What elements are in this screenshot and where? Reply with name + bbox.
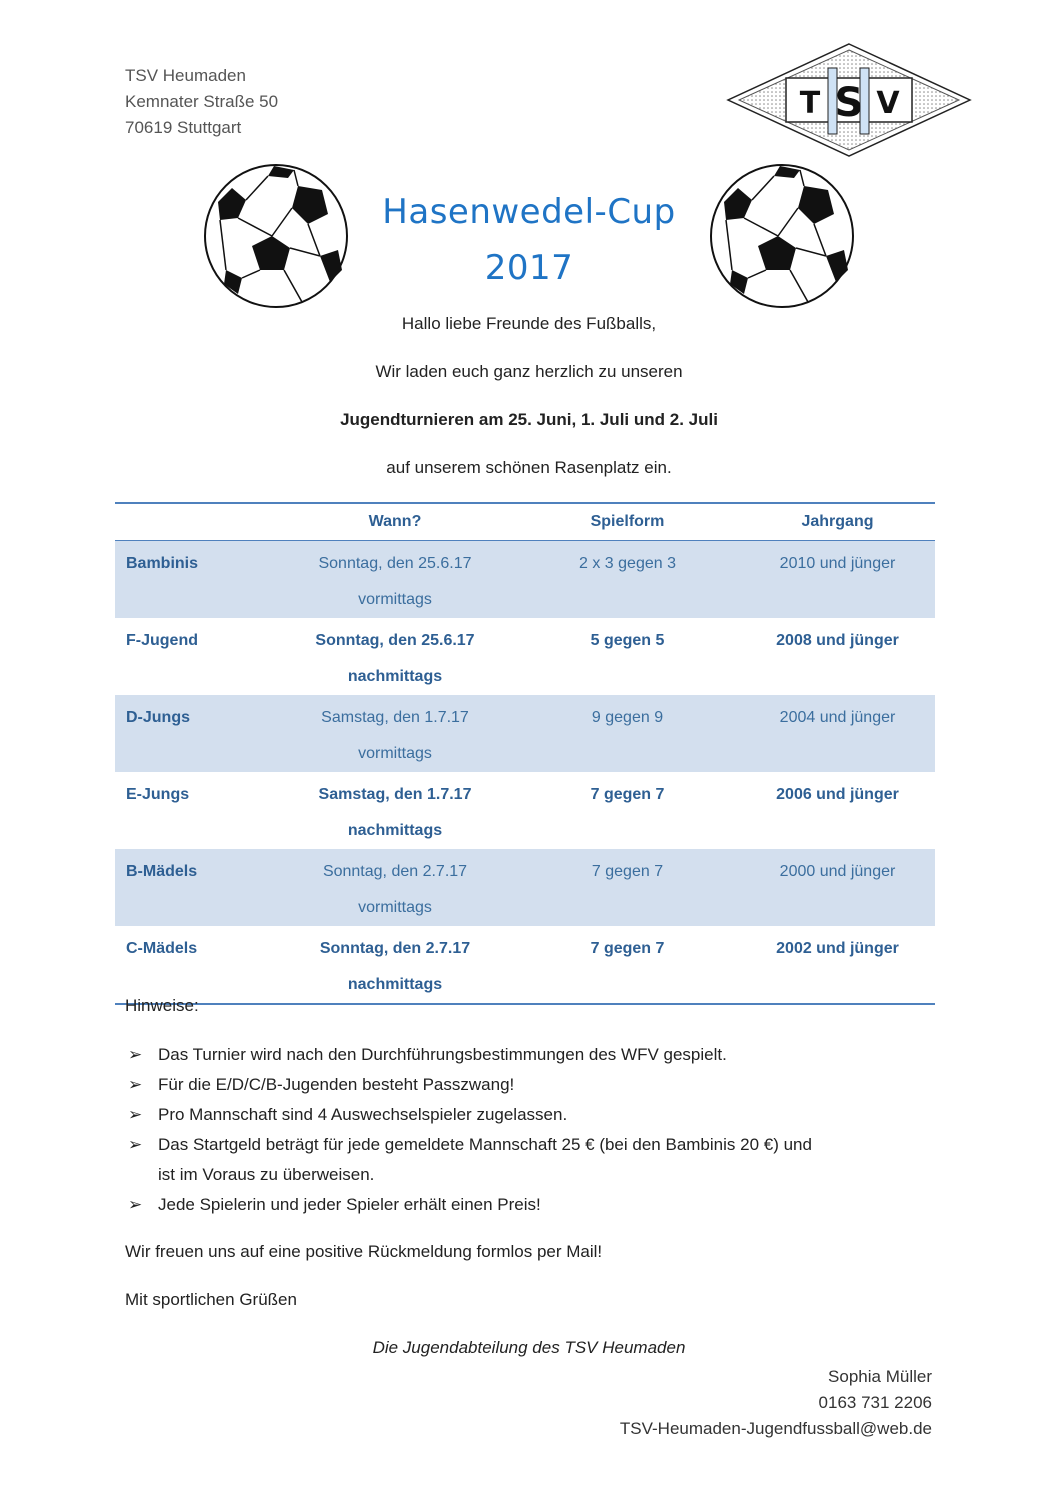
table-row (115, 926, 935, 1004)
list-item: ➢ Das Startgeld beträgt für jede gemeldete Mannschaft 25 € (bei den Bambinis 20 €) und (128, 1130, 928, 1160)
format-cell: 9 gegen 9 (515, 695, 740, 772)
team-cell: B-Mädels (115, 849, 275, 926)
table-header-row (115, 503, 935, 541)
list-item: ➢ Pro Mannschaft sind 4 Auswechselspieler zugelassen. (128, 1100, 928, 1130)
schedule-table (115, 502, 935, 1005)
svg-text:V: V (876, 86, 900, 121)
address-line-2: Kemnater Straße 50 (125, 92, 279, 111)
time-text: nachmittags (347, 668, 443, 685)
table-row (115, 772, 935, 849)
notes-list (128, 1040, 928, 1220)
when-cell (275, 772, 515, 849)
format-cell: 7 gegen 7 (590, 786, 665, 803)
header-format: Spielform (515, 503, 740, 541)
when-cell (275, 849, 515, 926)
team-cell: C-Mädels (115, 926, 275, 1004)
format-cell: 7 gegen 7 (515, 926, 740, 1004)
regards-line: Mit sportlichen Grüßen (125, 1290, 297, 1309)
year-cell: 2008 und jünger (776, 632, 899, 649)
when-cell (275, 926, 515, 1004)
arrow-bullet-icon: ➢ (128, 1135, 143, 1154)
arrow-bullet-icon: ➢ (128, 1045, 143, 1064)
time-text: vormittags (358, 591, 432, 608)
when-cell (275, 541, 515, 619)
svg-text:S: S (834, 80, 864, 126)
date-text: Sonntag, den 2.7.17 (322, 863, 468, 880)
table-row (115, 541, 935, 619)
time-text: vormittags (358, 899, 432, 916)
time-text: vormittags (358, 745, 432, 762)
year-cell: 2006 und jünger (776, 786, 899, 803)
format-cell: 7 gegen 7 (515, 849, 740, 926)
date-text: Sonntag, den 25.6.17 (315, 632, 475, 649)
table-row (115, 849, 935, 926)
address-line-1: TSV Heumaden (125, 66, 246, 85)
arrow-bullet-icon: ➢ (128, 1075, 143, 1094)
intro-line-2: Jugendturnieren am 25. Juni, 1. Juli und 2. Juli (340, 410, 718, 429)
contact-phone: 0163 731 2206 (818, 1393, 932, 1412)
date-text: Sonntag, den 2.7.17 (319, 940, 471, 957)
page-title: Hasenwedel-Cup (382, 192, 676, 232)
year-cell: 2004 und jünger (740, 695, 935, 772)
team-cell: D-Jungs (115, 695, 275, 772)
list-item: ➢ Das Turnier wird nach den Durchführungsbestimmungen des WFV gespielt. (128, 1040, 928, 1070)
date-text: Samstag, den 1.7.17 (318, 786, 472, 803)
list-item: ➢ Für die E/D/C/B-Jugenden besteht Passzwang! (128, 1070, 928, 1100)
table-row (115, 618, 935, 695)
date-text: Sonntag, den 25.6.17 (318, 555, 472, 572)
sender-address (125, 63, 278, 141)
header-year: Jahrgang (740, 503, 935, 541)
list-item-continuation: ist im Voraus zu überweisen. (158, 1165, 375, 1184)
year-cell: 2000 und jünger (740, 849, 935, 926)
team-cell: F-Jugend (126, 632, 198, 649)
greeting: Hallo liebe Freunde des Fußballs, (401, 314, 657, 333)
arrow-bullet-icon: ➢ (128, 1195, 143, 1214)
table-row (115, 695, 935, 772)
tsv-diamond-logo (726, 42, 972, 158)
notes-heading: Hinweise: (125, 996, 199, 1015)
arrow-bullet-icon: ➢ (128, 1105, 143, 1124)
intro-line-3: auf unserem schönen Rasenplatz ein. (386, 458, 672, 477)
when-cell (275, 618, 515, 695)
address-line-3: 70619 Stuttgart (125, 118, 242, 137)
header-team (115, 503, 275, 541)
year-cell: 2010 und jünger (740, 541, 935, 619)
team-cell: E-Jungs (126, 786, 190, 803)
year-cell: 2002 und jünger (740, 926, 935, 1004)
list-item: ➢ Jede Spielerin und jeder Spieler erhält einen Preis! (128, 1190, 928, 1220)
header-when: Wann? (275, 503, 515, 541)
intro-line-1: Wir laden euch ganz herzlich zu unseren (375, 362, 683, 381)
time-text: nachmittags (347, 976, 443, 993)
team-cell: Bambinis (115, 541, 275, 619)
when-cell (275, 695, 515, 772)
contact-email[interactable]: TSV-Heumaden-Jugendfussball@web.de (619, 1419, 932, 1438)
page-title-year: 2017 (484, 248, 574, 288)
date-text: Samstag, den 1.7.17 (321, 709, 469, 726)
contact-block (620, 1364, 932, 1442)
time-text: nachmittags (347, 822, 443, 839)
format-cell: 5 gegen 5 (590, 632, 665, 649)
svg-text:T: T (799, 86, 821, 121)
closing-line: Wir freuen uns auf eine positive Rückmeldung formlos per Mail! (125, 1242, 603, 1261)
signature: Die Jugendabteilung des TSV Heumaden (372, 1338, 686, 1357)
format-cell: 2 x 3 gegen 3 (515, 541, 740, 619)
contact-name: Sophia Müller (828, 1367, 932, 1386)
